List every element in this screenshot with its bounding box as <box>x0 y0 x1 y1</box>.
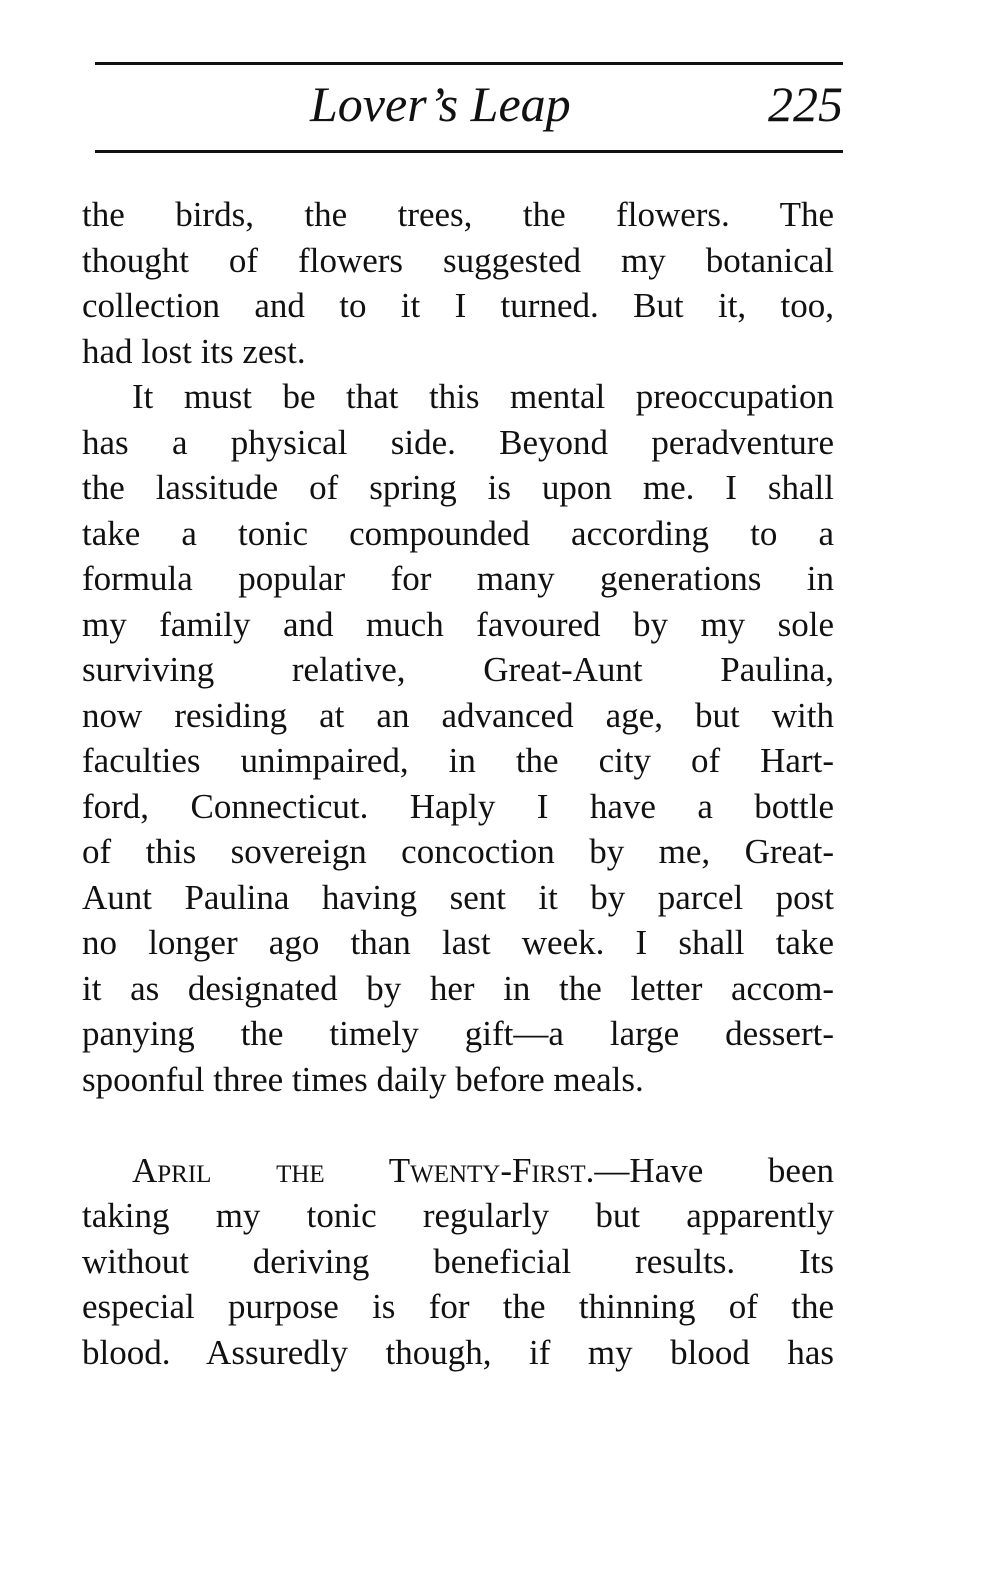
text-line: formula popular for many generations in <box>82 559 834 598</box>
text-line: has a physical side. Beyond peradventure <box>82 422 834 462</box>
diary-entry <box>82 1148 834 1376</box>
text-line: spoonful three times daily before meals. <box>82 1059 644 1099</box>
text-line: It must be that this mental preoccupation <box>132 377 834 416</box>
text-line: faculties unimpaired, in the city of Hart- <box>82 741 834 780</box>
entry-spacer <box>82 1102 834 1148</box>
text-line: thought of flowers suggested my botanical <box>82 240 834 280</box>
paragraph-continued <box>82 192 834 374</box>
paragraph-tonic <box>82 374 834 1102</box>
text-line: surviving relative, Great-Aunt Paulina, <box>82 650 834 689</box>
text-line: taking my tonic regularly but apparently <box>82 1196 834 1235</box>
entry-first-line-text: —Have been <box>594 1150 834 1190</box>
entry-date-heading: April the Twenty-First. <box>132 1150 595 1190</box>
header-bottom-rule <box>95 150 843 153</box>
header-top-rule <box>95 62 843 65</box>
text-line: of this sovereign concoction by me, Great- <box>82 832 834 871</box>
body-text <box>82 192 834 1375</box>
running-head <box>95 72 843 142</box>
text-line: now residing at an advanced age, but with <box>82 695 834 735</box>
text-line: the birds, the trees, the flowers. The <box>82 195 834 234</box>
text-line: no longer ago than last week. I shall take <box>82 923 834 962</box>
text-line: it as designated by her in the letter accom- <box>82 968 834 1008</box>
page-number: 225 <box>768 76 843 132</box>
running-title: Lover’s Leap <box>310 76 571 132</box>
text-line: blood. Assuredly though, if my blood has <box>82 1332 834 1372</box>
text-line: especial purpose is for the thinning of the <box>82 1287 834 1326</box>
text-line: ford, Connecticut. Haply I have a bottle <box>82 786 834 826</box>
text-line: my family and much favoured by my sole <box>82 604 834 644</box>
entry-first-line <box>82 1148 834 1194</box>
text-line: take a tonic compounded according to a <box>82 513 834 553</box>
text-line: collection and to it I turned. But it, too, <box>82 286 834 325</box>
text-line: had lost its zest. <box>82 331 306 371</box>
text-line: without deriving beneficial results. Its <box>82 1241 834 1281</box>
text-line: the lassitude of spring is upon me. I shall <box>82 468 834 507</box>
text-line: Aunt Paulina having sent it by parcel post <box>82 877 834 917</box>
text-line: panying the timely gift—a large dessert- <box>82 1014 834 1053</box>
